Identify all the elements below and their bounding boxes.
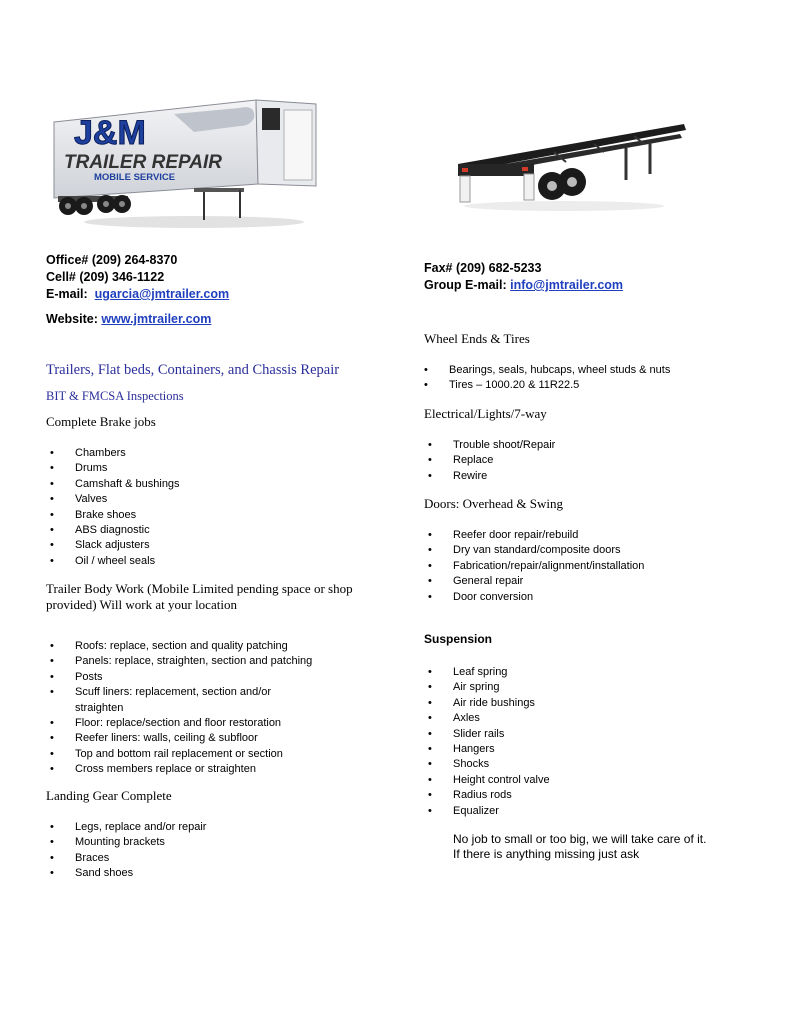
list-item: • Replace xyxy=(424,453,744,468)
list-item: • Braces xyxy=(46,851,346,866)
list-item: • Slider rails xyxy=(424,727,744,742)
list-item: • Reefer door repair/rebuild xyxy=(424,528,744,543)
suspension-list xyxy=(424,665,744,819)
contact-right xyxy=(424,260,623,294)
closing-note xyxy=(453,832,773,862)
list-item: • Oil / wheel seals xyxy=(46,554,366,569)
doors-list xyxy=(424,528,744,605)
list-item: • Hangers xyxy=(424,742,744,757)
list-item: • Rewire xyxy=(424,469,744,484)
list-item: • General repair xyxy=(424,574,744,589)
list-item: • Camshaft & bushings xyxy=(46,477,366,492)
logo-trailer-repair-text: TRAILER REPAIR xyxy=(64,152,222,173)
landing-gear-list xyxy=(46,820,346,882)
list-item: • Bearings, seals, hubcaps, wheel studs & nuts xyxy=(420,363,740,378)
list-item: • Slack adjusters xyxy=(46,538,366,553)
list-item: • Cross members replace or straighten xyxy=(46,762,346,777)
list-item: • Air spring xyxy=(424,680,744,695)
subheadline: BIT & FMCSA Inspections xyxy=(46,389,184,403)
logo-jm-text: J&M xyxy=(74,114,146,152)
list-item: • Trouble shoot/Repair xyxy=(424,438,744,453)
electrical-title: Electrical/Lights/7-way xyxy=(424,406,547,421)
doors-title: Doors: Overhead & Swing xyxy=(424,496,564,511)
suspension-title: Suspension xyxy=(424,632,493,646)
chassis-image xyxy=(454,118,690,214)
website-row xyxy=(46,311,229,328)
list-item: • Fabrication/repair/alignment/installation xyxy=(424,559,744,574)
list-item: • Shocks xyxy=(424,757,744,772)
list-item: • Valves xyxy=(46,492,366,507)
wheel-ends-title: Wheel Ends & Tires xyxy=(424,331,530,346)
list-item: • Sand shoes xyxy=(46,866,346,881)
cell-phone: Cell# (209) 346-1122 xyxy=(46,270,165,284)
list-item: • Dry van standard/composite doors xyxy=(424,543,744,558)
office-phone: Office# (209) 264-8370 xyxy=(46,253,178,267)
trailer-logo-image xyxy=(44,96,319,230)
closing-note-line-1: No job to small or too big, we will take care of it. xyxy=(453,832,707,846)
list-item: • Radius rods xyxy=(424,788,744,803)
list-item: • Posts xyxy=(46,670,346,685)
list-item: • Axles xyxy=(424,711,744,726)
body-work-list xyxy=(46,639,346,778)
email-row xyxy=(46,286,229,303)
group-email-label: Group E-mail: xyxy=(424,278,507,292)
group-email-row xyxy=(424,277,623,294)
list-item: • Tires – 1000.20 & 11R22.5 xyxy=(420,378,740,393)
list-item: • Panels: replace, straighten, section and patching xyxy=(46,654,346,669)
brake-title: Complete Brake jobs xyxy=(46,414,156,429)
list-item: • Legs, replace and/or repair xyxy=(46,820,346,835)
list-item: • Height control valve xyxy=(424,773,744,788)
website-label: Website: xyxy=(46,312,98,326)
brake-list xyxy=(46,446,366,569)
email-link[interactable]: ugarcia@jmtrailer.com xyxy=(94,287,230,301)
headline: Trailers, Flat beds, Containers, and Chassis Repair xyxy=(46,362,340,378)
list-item: • Brake shoes xyxy=(46,508,366,523)
list-item: • Top and bottom rail replacement or section xyxy=(46,747,346,762)
list-item: • Air ride bushings xyxy=(424,696,744,711)
body-work-title: Trailer Body Work (Mobile Limited pending space or shop provided) Will work at your location xyxy=(46,581,353,612)
logo-mobile-service-text: MOBILE SERVICE xyxy=(94,172,176,183)
list-item: • Reefer liners: walls, ceiling & subfloor xyxy=(46,731,346,746)
list-item: • Scuff liners: replacement, section and/or straighten xyxy=(46,685,285,716)
wheel-ends-list xyxy=(420,363,740,394)
list-item: • Equalizer xyxy=(424,804,744,819)
group-email-link[interactable]: info@jmtrailer.com xyxy=(510,278,624,292)
electrical-list xyxy=(424,438,744,484)
list-item: • Leaf spring xyxy=(424,665,744,680)
list-item: • ABS diagnostic xyxy=(46,523,366,538)
fax-number: Fax# (209) 682-5233 xyxy=(424,261,542,275)
list-item: • Floor: replace/section and floor restoration xyxy=(46,716,346,731)
landing-gear-title: Landing Gear Complete xyxy=(46,788,172,803)
list-item: • Drums xyxy=(46,461,366,476)
closing-note-line-2: If there is anything missing just ask xyxy=(453,847,640,861)
list-item: • Chambers xyxy=(46,446,366,461)
website-link[interactable]: www.jmtrailer.com xyxy=(101,312,212,326)
list-item: • Mounting brackets xyxy=(46,835,346,850)
list-item: • Door conversion xyxy=(424,590,744,605)
list-item: • Roofs: replace, section and quality patching xyxy=(46,639,346,654)
email-label: E-mail: xyxy=(46,287,88,301)
contact-left xyxy=(46,252,229,328)
